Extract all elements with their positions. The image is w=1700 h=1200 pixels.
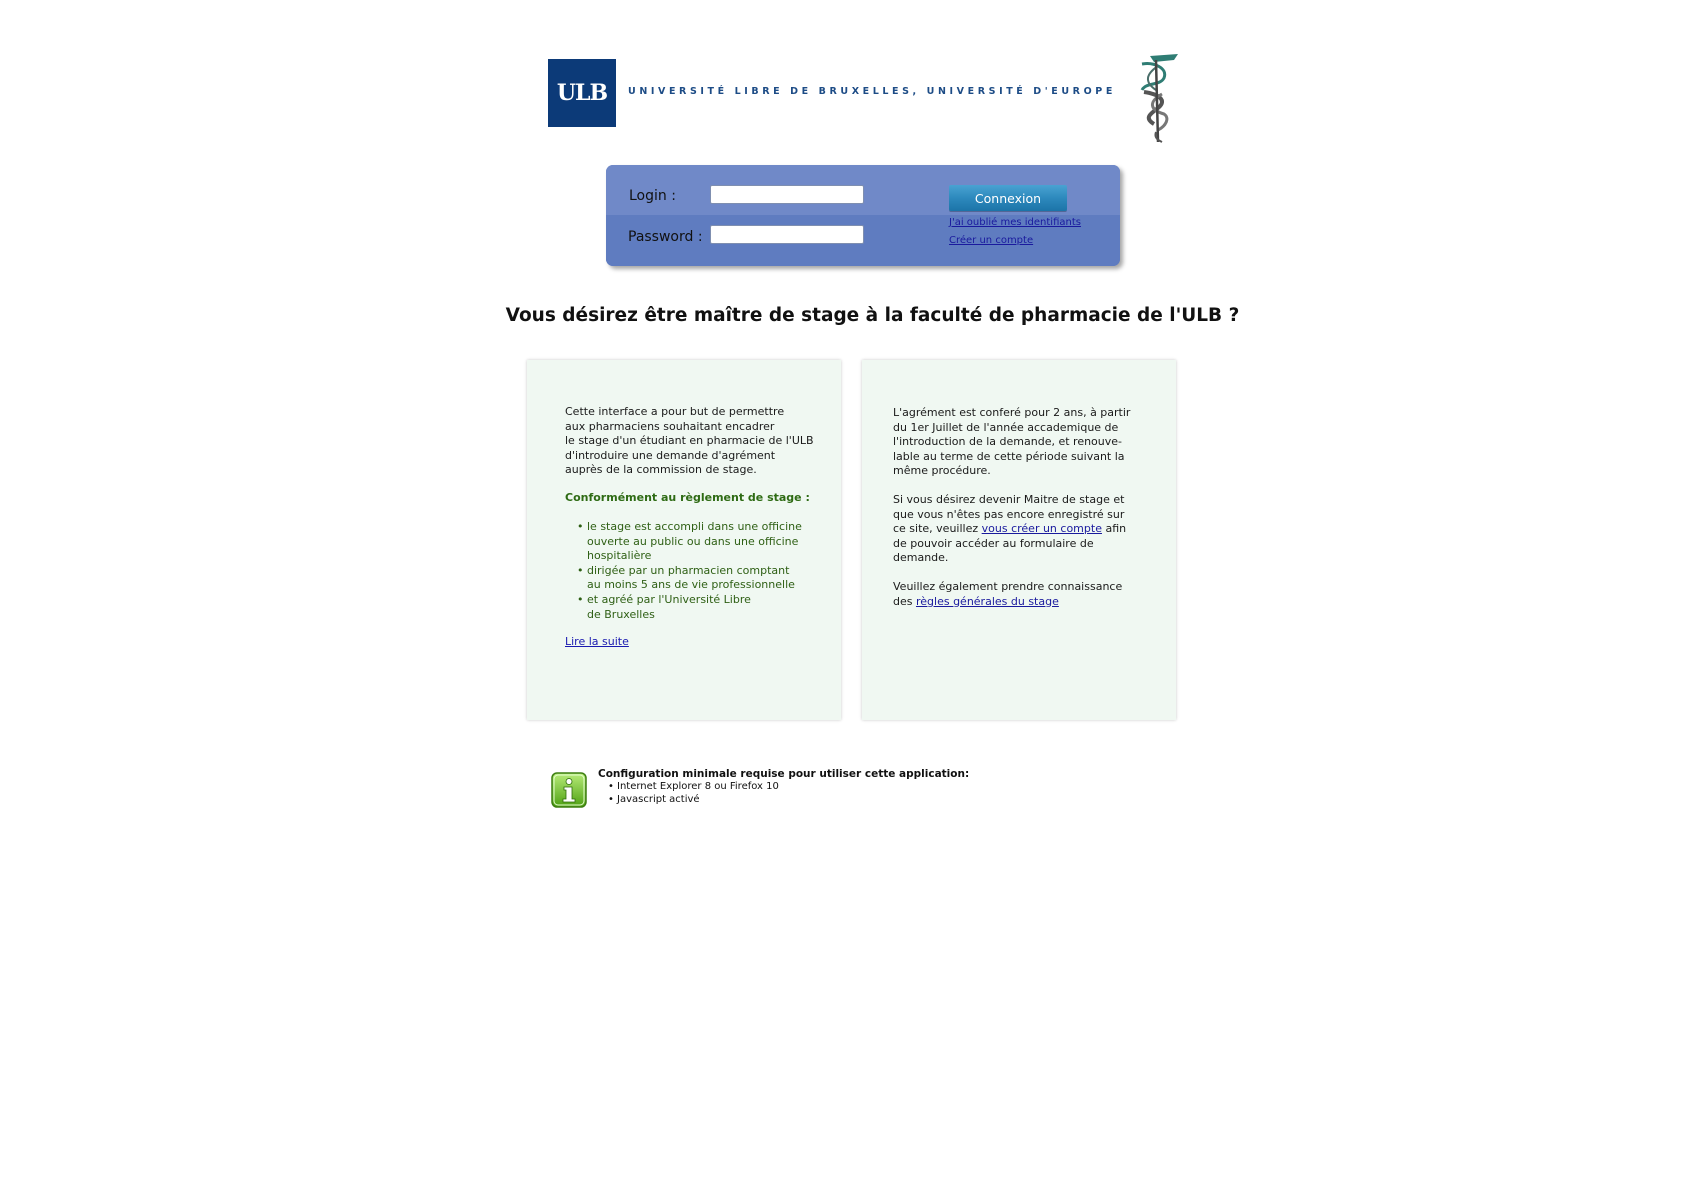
list-item-line: de Bruxelles: [587, 607, 655, 621]
list-item: [577, 564, 837, 593]
list-item: [577, 520, 837, 564]
para-line: Veuillez également prendre connaissance: [893, 580, 1123, 593]
login-input[interactable]: [710, 185, 864, 204]
intro-line: auprès de la commission de stage.: [565, 463, 757, 477]
intro-text: [565, 405, 835, 478]
requirements-title: Configuration minimale requise pour utiliser cette application:: [598, 768, 970, 780]
agreement-para-3: [893, 580, 1163, 609]
password-label: Password :: [628, 229, 703, 245]
read-more-link[interactable]: Lire la suite: [565, 635, 629, 648]
para-text: afin: [1101, 522, 1127, 536]
para-line: du 1er Juillet de l'année accademique de: [893, 420, 1119, 434]
rules-subtitle: Conformément au règlement de stage :: [565, 491, 810, 504]
login-box: [606, 165, 1120, 266]
agreement-para-1: [893, 406, 1163, 479]
intro-line: aux pharmaciens souhaitant encadrer: [565, 419, 775, 433]
info-icon: [551, 772, 587, 808]
para-line: de pouvoir accéder au formulaire de: [893, 536, 1094, 550]
list-item-line: au moins 5 ans de vie professionnelle: [587, 578, 795, 592]
login-label: Login :: [629, 188, 676, 204]
page-title: Vous désirez être maître de stage à la faculté de pharmacie de l'ULB ?: [505, 305, 1240, 326]
agreement-para-2: [893, 493, 1163, 566]
create-account-inline-link[interactable]: vous créer un compte: [981, 522, 1102, 536]
para-line: lable au terme de cette période suivant la: [893, 449, 1125, 463]
list-item: • Javascript activé: [608, 793, 779, 806]
list-item-line: hospitalière: [587, 549, 652, 563]
caduceus-icon: [1128, 52, 1184, 144]
list-item-line: • et agréé par l'Université Libre: [587, 592, 751, 606]
intro-panel: [527, 360, 841, 720]
list-item-line: ouverte au public ou dans une officine: [587, 534, 799, 548]
para-line: l'introduction de la demande, et renouve-: [893, 435, 1123, 449]
forgot-credentials-link[interactable]: J'ai oublié mes identifiants: [949, 217, 1081, 228]
agreement-panel: [862, 360, 1176, 720]
ulb-logo: ULB: [548, 59, 616, 127]
list-item: [577, 593, 837, 622]
connexion-button[interactable]: Connexion: [949, 185, 1067, 211]
para-line: Si vous désirez devenir Maitre de stage et: [893, 493, 1125, 506]
header: [548, 52, 1188, 148]
rules-list: [577, 520, 837, 622]
password-input[interactable]: [710, 225, 864, 244]
intro-line: le stage d'un étudiant en pharmacie de l'ULB: [565, 434, 814, 448]
para-line: [893, 522, 1163, 537]
intro-line: Cette interface a pour but de permettre: [565, 405, 785, 418]
para-line: que vous n'êtes pas encore enregistré sur: [893, 507, 1125, 521]
list-item: • Internet Explorer 8 ou Firefox 10: [608, 780, 779, 793]
para-line: L'agrément est conferé pour 2 ans, à partir: [893, 406, 1131, 419]
para-text: des: [893, 594, 916, 608]
para-text: ce site, veuillez: [893, 522, 982, 536]
general-rules-link[interactable]: règles générales du stage: [915, 594, 1059, 608]
intro-line: d'introduire une demande d'agrément: [565, 448, 776, 462]
para-line: même procédure.: [893, 464, 991, 478]
ulb-tagline: UNIVERSITÉ LIBRE DE BRUXELLES, UNIVERSITÉ D'EUROPE: [628, 86, 1116, 97]
requirements-list: [608, 780, 779, 806]
para-line: demande.: [893, 551, 949, 565]
create-account-link[interactable]: Créer un compte: [949, 235, 1034, 246]
list-item-line: • le stage est accompli dans une officine: [587, 520, 802, 533]
para-line: [893, 595, 1163, 610]
list-item-line: • dirigée par un pharmacien comptant: [587, 563, 790, 577]
